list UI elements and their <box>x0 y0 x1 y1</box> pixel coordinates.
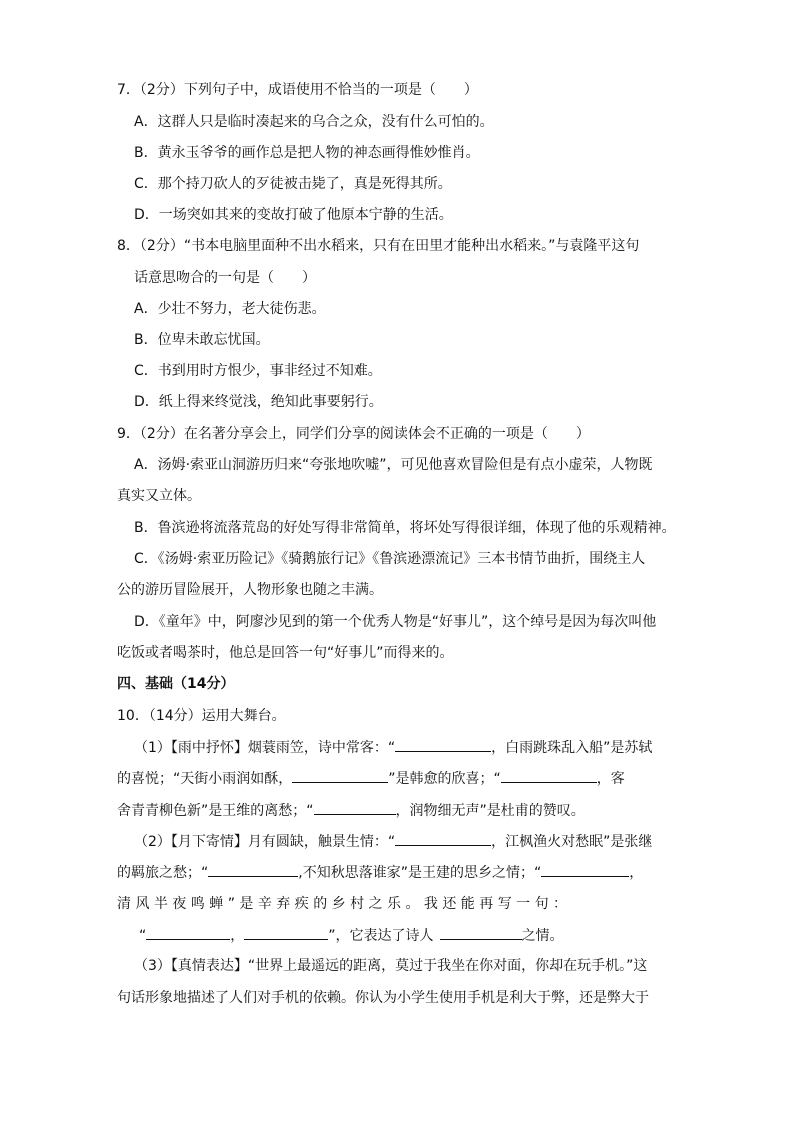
q10-p1-text: ，客 <box>596 771 625 787</box>
q7-option-c: C．那个持刀砍人的歹徒被击毙了，真是死得其所。 <box>134 176 452 192</box>
q7-option-b: B．黄永玉爷爷的画作总是把人物的神态画得惟妙惟肖。 <box>134 145 480 161</box>
q9-option-c-line1: C．《汤姆·索亚历险记》《骑鹅旅行记》《鲁滨逊漂流记》三本书情节曲折，围绕主人 <box>134 551 646 567</box>
q10-part3-line2: 句话形象地描述了人们对手机的依赖。你认为小学生使用手机是利大于弊，还是弊大于 <box>117 990 649 1006</box>
q9-stem: 9．（2分）在名著分享会上，同学们分享的阅读体会不正确的一项是（ ） <box>117 426 590 442</box>
answer-blank[interactable] <box>395 737 491 752</box>
q7-stem: 7．（2分）下列句子中，成语使用不恰当的一项是（ ） <box>117 82 478 98</box>
q10-p2-text: 之情。 <box>521 928 564 944</box>
q8-stem-line2: 话意思吻合的一句是（ ） <box>134 270 316 286</box>
q10-p2-text: 的羁旅之愁；“ <box>117 865 209 881</box>
q10-p2-text: ， <box>629 865 644 881</box>
q10-part1-line3 <box>117 800 585 821</box>
q10-stem: 10．（14分）运用大舞台。 <box>117 708 286 724</box>
q10-p2-text: ， <box>230 928 245 944</box>
q10-part1-line1 <box>134 737 652 758</box>
q10-part2-line1 <box>134 831 652 852</box>
q10-p2-text: ”，它表达了诗人 <box>328 928 434 944</box>
answer-blank[interactable] <box>314 800 396 815</box>
answer-blank[interactable] <box>208 862 298 877</box>
q10-part2-line2 <box>117 862 643 883</box>
q10-p2-text: ,不知秋思落谁家”是王建的思乡之情；“ <box>298 865 542 881</box>
q8-option-b: B．位卑未敢忘忧国。 <box>134 332 270 348</box>
answer-blank[interactable] <box>395 831 491 846</box>
q8-stem-line1: 8．（2分）“书本电脑里面种不出水稻来，只有在田里才能种出水稻来。”与袁隆平这句 <box>117 238 640 254</box>
q10-part3-line1: （3）【真情表达】“世界上最遥远的距离，莫过于我坐在你对面，你却在玩手机。”这 <box>134 958 648 974</box>
answer-blank[interactable] <box>501 768 597 783</box>
q9-option-d-line2: 吃饭或者喝茶时，他总是回答一句“好事儿”而得来的。 <box>117 645 454 661</box>
q7-option-a: A．这群人只是临时凑起来的乌合之众，没有什么可怕的。 <box>134 114 494 130</box>
answer-blank[interactable] <box>292 768 388 783</box>
q9-option-b: B．鲁滨逊将流落荒岛的好处写得非常简单，将坏处写得很详细，体现了他的乐观精神。 <box>134 520 676 536</box>
q10-p1-text: ，润物细无声”是杜甫的赞叹。 <box>395 803 585 819</box>
q8-option-d: D．纸上得来终觉浅，绝知此事要躬行。 <box>134 394 383 410</box>
q9-option-a-line1: A．汤姆·索亚山洞游历归来“夸张地吹嘘”，可见他喜欢冒险但是有点小虚荣，人物既 <box>134 457 653 473</box>
q10-p1-text: 舍青青柳色新”是王维的离愁；“ <box>117 803 314 819</box>
q9-option-a-line2: 真实又立体。 <box>117 488 201 504</box>
q10-p1-text: ，白雨跳珠乱入船”是苏轼 <box>491 740 653 756</box>
q10-p2-text: （2）【月下寄情】月有圆缺，触景生情：“ <box>134 834 396 850</box>
q10-part2-line4 <box>139 925 564 946</box>
q9-option-c-line2: 公的游历冒险展开，人物形象也随之丰满。 <box>117 582 383 598</box>
q10-part1-line2 <box>117 768 625 789</box>
answer-blank[interactable] <box>440 925 522 940</box>
q9-option-d-line1: D．《童年》中，阿廖沙见到的第一个优秀人物是“好事儿”，这个绰号是因为每次叫他 <box>134 614 657 630</box>
section-heading: 四、基础（14分） <box>117 676 235 692</box>
answer-blank[interactable] <box>244 925 328 940</box>
q10-p1-text: 的喜悦；“天街小雨润如酥， <box>117 771 293 787</box>
answer-blank[interactable] <box>541 862 629 877</box>
q10-p2-text: “ <box>139 928 147 944</box>
q7-option-d: D．一场突如其来的变故打破了他原本宁静的生活。 <box>134 207 453 223</box>
q10-part2-line3: 清 风 半 夜 鸣 蝉 ” 是 辛 弃 疾 的 乡 村 之 乐 。 我 还 能 再 写 一 句 ： <box>117 896 568 912</box>
q8-option-c: C．书到用时方恨少，事非经过不知难。 <box>134 363 382 379</box>
q10-p1-text: ”是韩愈的欣喜；“ <box>388 771 501 787</box>
answer-blank[interactable] <box>146 925 230 940</box>
q10-p1-text: （1）【雨中抒怀】烟蓑雨笠，诗中常客：“ <box>134 740 396 756</box>
q10-p2-text: ，江枫渔火对愁眠”是张继 <box>491 834 653 850</box>
q8-option-a: A．少壮不努力，老大徒伤悲。 <box>134 301 326 317</box>
